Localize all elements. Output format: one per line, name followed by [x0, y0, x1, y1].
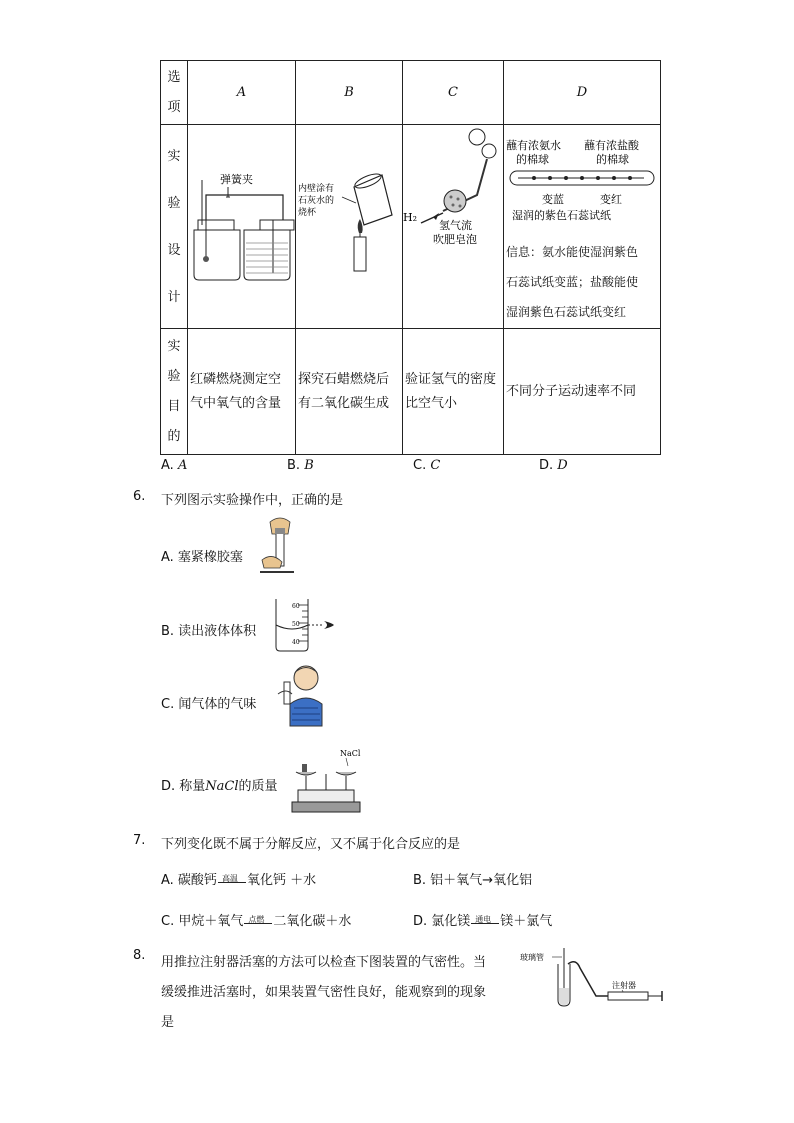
- syringe-apparatus-diagram: [518, 944, 668, 1010]
- svg-text:蘸有浓氨水: 蘸有浓氨水: [506, 139, 561, 152]
- q8-number: 8.: [133, 948, 146, 963]
- q5-table: [160, 60, 661, 455]
- q7-option-b[interactable]: B. 铝＋氧气→氧化铝: [413, 873, 533, 888]
- spring-clip-label: 弹簧夹: [220, 173, 253, 186]
- rubber-stopper-illustration: [258, 512, 298, 580]
- column-a-header: A: [188, 61, 296, 125]
- svg-text:烧杯: 烧杯: [298, 208, 317, 218]
- q7-option-a[interactable]: A. 碳酸钙 高温 氧化钙 ＋水: [161, 873, 317, 888]
- q7-text: 下列变化既不属于分解反应，又不属于化合反应的是: [161, 837, 461, 852]
- q5-option-c[interactable]: C. C: [413, 458, 441, 473]
- purpose-d: 不同分子运动速率不同: [504, 329, 661, 455]
- design-d-info: 信息：氨水能使湿润紫色 石蕊试纸变蓝；盐酸能使 湿润紫色石蕊试纸变红: [506, 245, 639, 319]
- purpose-c: 验证氢气的密度 比空气小: [403, 329, 504, 455]
- purpose-row-label: 实 验 目 的: [161, 329, 188, 455]
- molecular-motion-diagram: [504, 125, 660, 233]
- svg-text:湿润的紫色石蕊试纸: 湿润的紫色石蕊试纸: [512, 209, 611, 222]
- svg-text:H₂: H₂: [403, 211, 418, 224]
- svg-text:内壁涂有: 内壁涂有: [298, 184, 335, 194]
- q6-option-b[interactable]: B. 读出液体体积: [161, 624, 257, 639]
- q5-option-a[interactable]: A. A: [161, 458, 188, 473]
- svg-text:NaCl: NaCl: [340, 749, 361, 758]
- svg-text:注射器: 注射器: [612, 981, 636, 990]
- purpose-b: 探究石蜡燃烧后 有二氧化碳生成: [296, 329, 403, 455]
- svg-text:变红: 变红: [600, 193, 622, 206]
- q7-option-d[interactable]: D. 氯化镁 通电 镁＋氯气: [413, 914, 553, 929]
- svg-text:60: 60: [292, 603, 300, 610]
- svg-text:蘸有浓盐酸: 蘸有浓盐酸: [584, 139, 639, 152]
- q7-number: 7.: [133, 833, 146, 848]
- q6-option-c[interactable]: C. 闻气体的气味: [161, 697, 257, 712]
- svg-text:的棉球: 的棉球: [596, 153, 629, 166]
- svg-text:氢气流: 氢气流: [439, 219, 472, 232]
- design-b-cell: [296, 125, 403, 329]
- q6-option-d[interactable]: D. 称量NaCl的质量: [161, 779, 278, 794]
- q7-option-c[interactable]: C. 甲烷＋氧气 点燃 二氧化碳＋水: [161, 914, 352, 929]
- q8-text: 用推拉注射器活塞的方法可以检查下图装置的气密性。当 缓缓推进活塞时，如果装置气密性良好，能观察到的现象 是: [161, 955, 487, 1030]
- q5-option-b[interactable]: B. B: [287, 458, 314, 473]
- candle-beaker-diagram: [296, 125, 402, 324]
- svg-text:变蓝: 变蓝: [542, 193, 564, 206]
- svg-text:玻璃管: 玻璃管: [520, 953, 544, 962]
- design-d-cell: [504, 125, 661, 329]
- column-c-header: C: [403, 61, 504, 125]
- q6-option-a[interactable]: A. 塞紧橡胶塞: [161, 550, 243, 565]
- column-d-header: D: [504, 61, 661, 125]
- svg-text:吹肥皂泡: 吹肥皂泡: [433, 233, 477, 246]
- design-c-cell: [403, 125, 504, 329]
- svg-text:50: 50: [292, 621, 300, 628]
- smelling-gas-illustration: [276, 664, 326, 728]
- q5-option-d[interactable]: D. D: [539, 458, 568, 473]
- svg-text:石灰水的: 石灰水的: [298, 196, 335, 206]
- column-b-header: B: [296, 61, 403, 125]
- red-phosphorus-apparatus-diagram: [188, 125, 295, 324]
- hydrogen-bubble-diagram: [403, 125, 503, 324]
- q6-text: 下列图示实验操作中，正确的是: [161, 493, 344, 508]
- q6-number: 6.: [133, 489, 146, 504]
- purpose-a: 红磷燃烧测定空 气中氧气的含量: [188, 329, 296, 455]
- balance-illustration: [290, 746, 362, 818]
- design-a-cell: [188, 125, 296, 329]
- design-row-label: 实 验 设 计: [161, 125, 188, 329]
- graduated-cylinder-illustration: [268, 597, 338, 653]
- svg-text:40: 40: [292, 639, 300, 646]
- header-row-label: 选 项: [161, 61, 188, 125]
- svg-text:的棉球: 的棉球: [516, 153, 549, 166]
